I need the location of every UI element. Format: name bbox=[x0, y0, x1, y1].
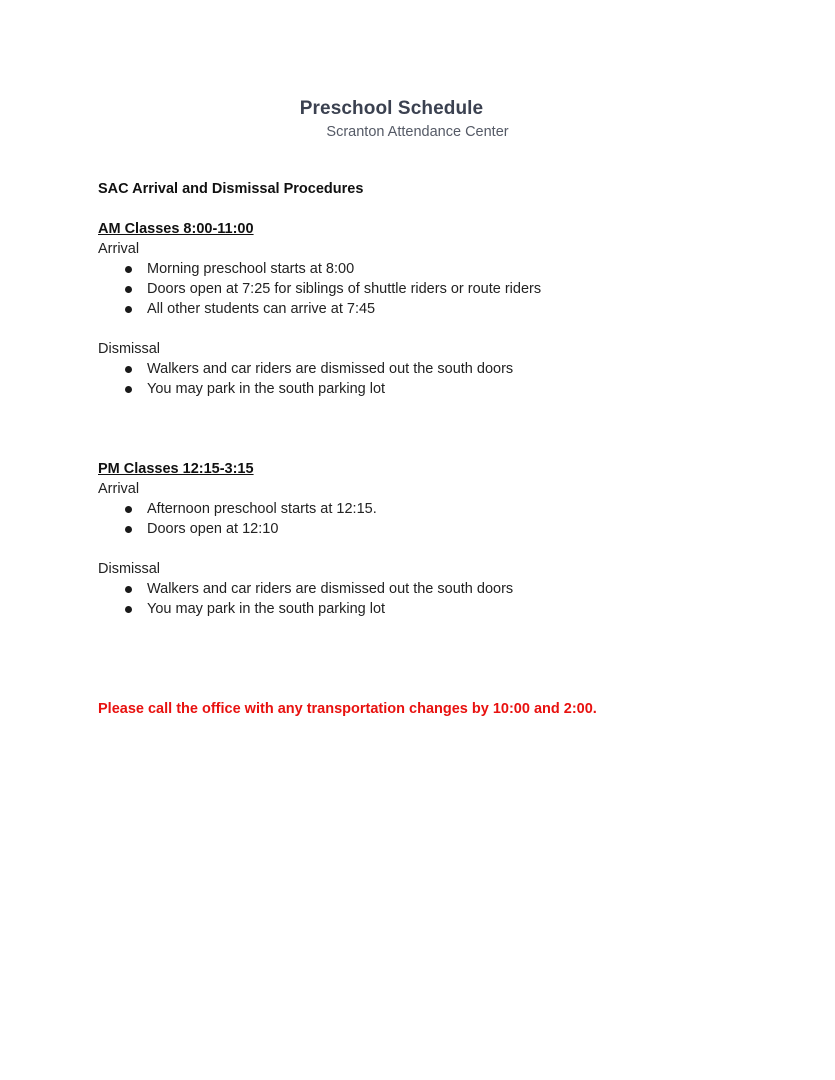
list-item: Afternoon preschool starts at 12:15. bbox=[98, 499, 738, 519]
bullet-icon bbox=[125, 586, 132, 593]
page-subtitle: Scranton Attendance Center bbox=[326, 124, 509, 140]
am-dismissal-list bbox=[98, 359, 738, 399]
pm-classes-heading: PM Classes 12:15-3:15 bbox=[98, 461, 254, 477]
am-dismissal-label: Dismissal bbox=[98, 341, 161, 357]
pm-dismissal-list bbox=[98, 579, 738, 619]
list-item: Doors open at 12:10 bbox=[98, 519, 738, 539]
pm-dismissal-label: Dismissal bbox=[98, 561, 161, 577]
bullet-icon bbox=[125, 386, 132, 393]
am-arrival-label: Arrival bbox=[98, 241, 140, 257]
list-item: All other students can arrive at 7:45 bbox=[98, 299, 738, 319]
pm-arrival-list bbox=[98, 499, 738, 539]
list-item: Doors open at 7:25 for siblings of shuttle riders or route riders bbox=[98, 279, 738, 299]
bullet-icon bbox=[125, 506, 132, 513]
page-title: Preschool Schedule bbox=[299, 98, 484, 119]
list-item: You may park in the south parking lot bbox=[98, 379, 738, 399]
bullet-icon bbox=[125, 266, 132, 273]
pm-arrival-label: Arrival bbox=[98, 481, 140, 497]
bullet-icon bbox=[125, 526, 132, 533]
list-item: Walkers and car riders are dismissed out the south doors bbox=[98, 359, 738, 379]
document-body bbox=[98, 179, 738, 719]
bullet-icon bbox=[125, 606, 132, 613]
section-heading: SAC Arrival and Dismissal Procedures bbox=[98, 181, 364, 197]
am-arrival-list bbox=[98, 259, 738, 319]
list-item: Morning preschool starts at 8:00 bbox=[98, 259, 738, 279]
bullet-icon bbox=[125, 366, 132, 373]
transportation-notice: Please call the office with any transportation changes by 10:00 and 2:00. bbox=[98, 701, 597, 717]
list-item: Walkers and car riders are dismissed out the south doors bbox=[98, 579, 738, 599]
am-classes-heading: AM Classes 8:00-11:00 bbox=[98, 221, 254, 237]
bullet-icon bbox=[125, 306, 132, 313]
bullet-icon bbox=[125, 286, 132, 293]
list-item: You may park in the south parking lot bbox=[98, 599, 738, 619]
